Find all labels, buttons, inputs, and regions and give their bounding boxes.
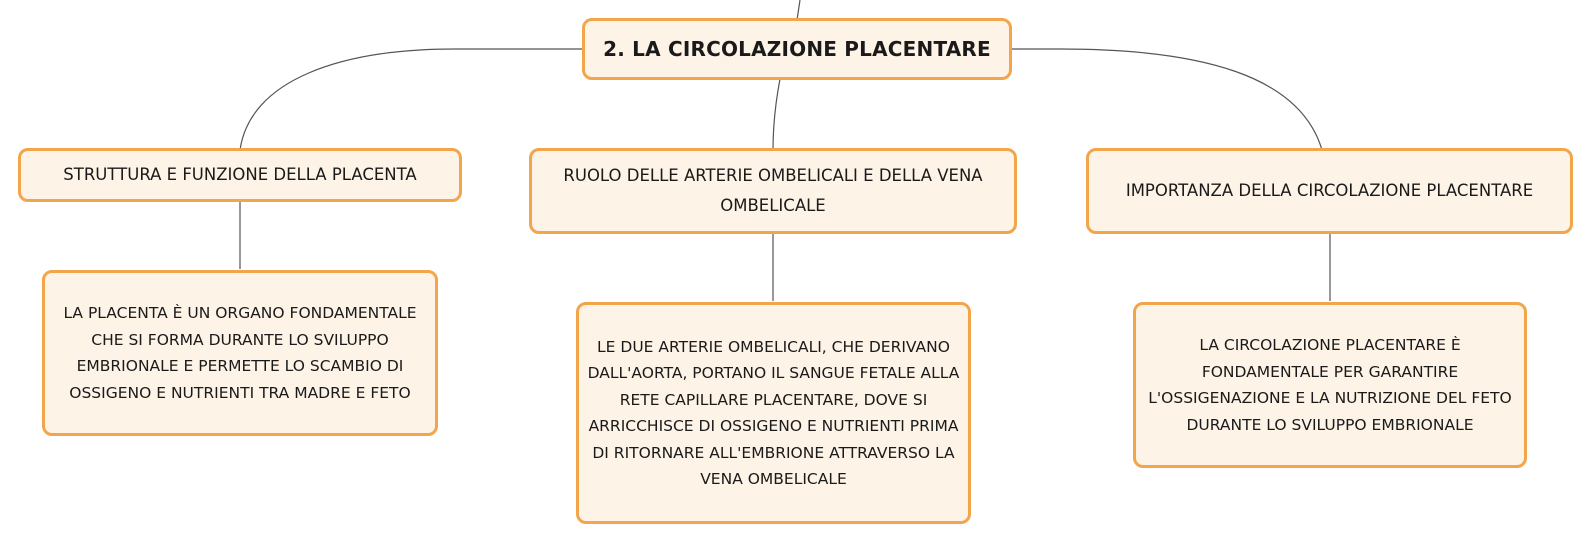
detail-text: LE DUE ARTERIE OMBELICALI, CHE DERIVANO DALL'AORTA, PORTANO IL SANGUE FETALE ALLA RETE CAPILLARE PLACENTARE, DOVE SI ARRICCHISCE DI OSSIGENO E NUTRIENTI PRIMA DI RITORNARE ALL'EMBRIONE ATTRAVERSO LA VENA OMBELICALE: [587, 337, 960, 488]
detail-text: LA CIRCOLAZIONE PLACENTARE È FONDAMENTALE PER GARANTIRE L'OSSIGENAZIONE E LA NUTRIZIONE DEL FETO DURANTE LO SVILUPPO EMBRIONALE: [1148, 336, 1512, 434]
detail-node-placenta-structure[interactable]: [42, 270, 438, 436]
connector-root-to-branch-2: [773, 79, 780, 150]
detail-node-circulation-importance[interactable]: [1133, 302, 1527, 468]
connector-root-to-branch-1: [240, 49, 584, 150]
branch-node-umbilical-vessels[interactable]: [529, 148, 1017, 234]
branch-label: RUOLO DELLE ARTERIE OMBELICALI E DELLA VENA OMBELICALE: [563, 166, 983, 215]
branch-label: IMPORTANZA DELLA CIRCOLAZIONE PLACENTARE: [1125, 181, 1534, 200]
detail-text: LA PLACENTA È UN ORGANO FONDAMENTALE CHE SI FORMA DURANTE LO SVILUPPO EMBRIONALE E PERMETTE LO SCAMBIO DI OSSIGENO E NUTRIENTI TRA MADRE E FETO: [63, 304, 417, 402]
branch-node-placenta-structure[interactable]: [18, 148, 462, 202]
root-node[interactable]: [582, 18, 1012, 80]
branch-label: STRUTTURA E FUNZIONE DELLA PLACENTA: [63, 165, 417, 184]
detail-node-umbilical-vessels[interactable]: [576, 302, 971, 524]
connector-incoming: [797, 0, 800, 20]
branch-node-circulation-importance[interactable]: [1086, 148, 1573, 234]
root-label: 2. LA CIRCOLAZIONE PLACENTARE: [603, 37, 991, 61]
connector-root-to-branch-3: [1010, 49, 1322, 150]
